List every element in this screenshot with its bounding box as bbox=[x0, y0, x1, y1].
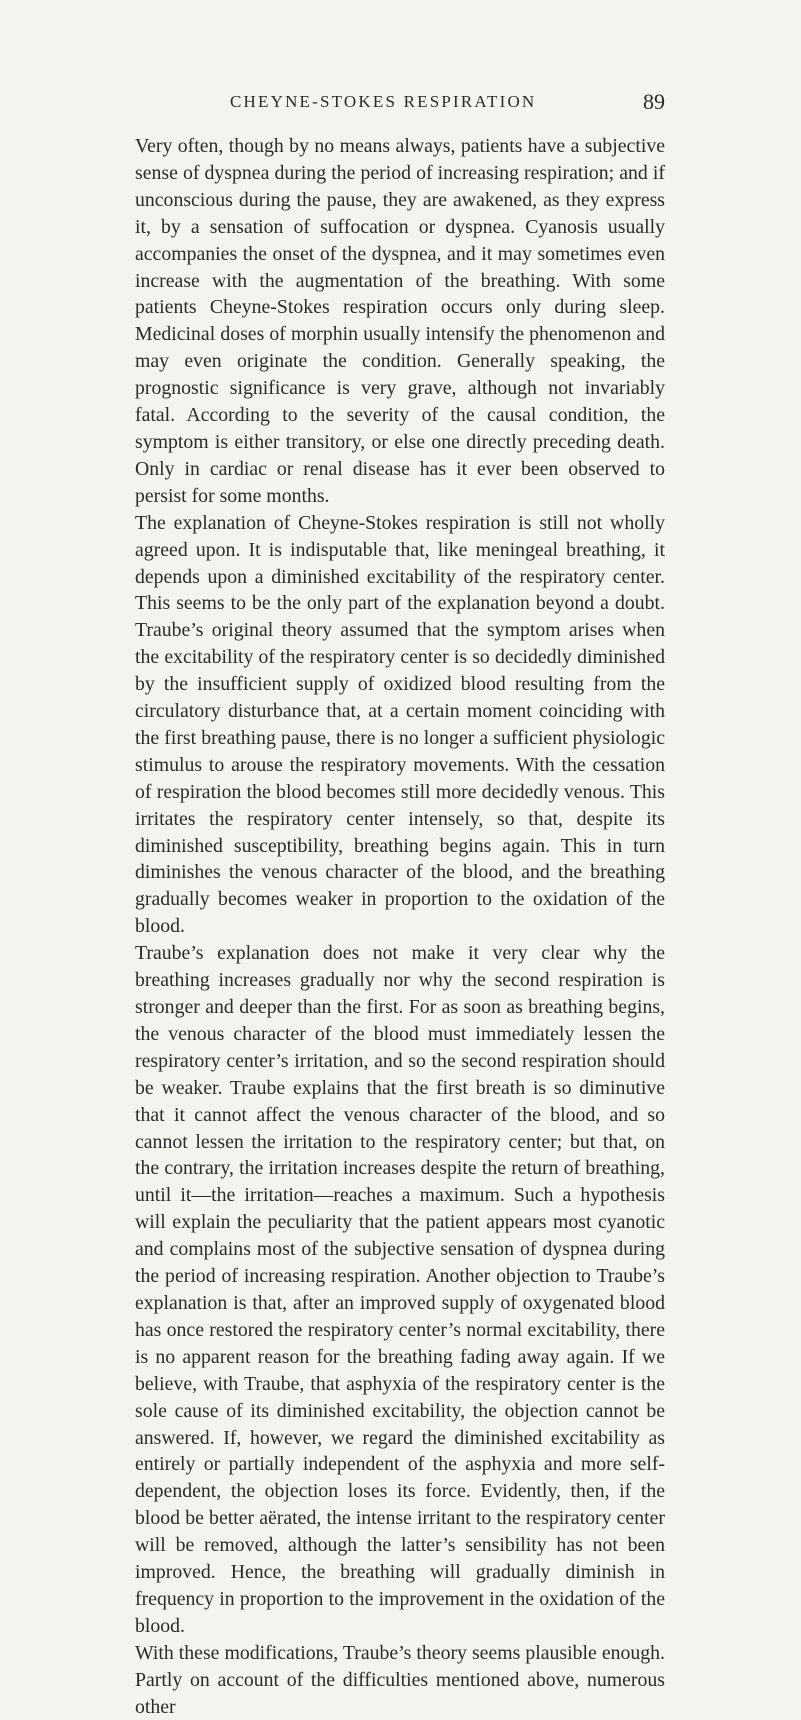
paragraph-2: The explanation of Cheyne-Stokes respiration is still not wholly agreed upon. It is indisputable that, like meningeal breathing, it depends upon a diminished excitability of the respiratory center. This seems to be the only part of the explanation beyond a doubt. Traube’s original theory assumed that the symptom arises when the excitability of the respiratory center is so decidedly diminished by the insufficient supply of oxidized blood resulting from the circulatory disturbance that, at a certain moment coinciding with the first breathing pause, there is no longer a sufficient physiologic stimulus to arouse the respiratory movements. With the cessation of respiration the blood becomes still more decidedly venous. This irritates the respiratory center intensely, so that, despite its diminished susceptibility, breathing begins again. This in turn diminishes the venous character of the blood, and the breathing gradually becomes weaker in proportion to the oxidation of the blood. bbox=[135, 511, 665, 938]
running-header bbox=[135, 89, 665, 118]
body-text bbox=[135, 133, 665, 1720]
page-number: 89 bbox=[643, 89, 665, 114]
paragraph-4: With these modifications, Traube’s theory seems plausible enough. Partly on account of the difficulties mentioned above, numerous other bbox=[135, 1641, 665, 1718]
paragraph-3: Traube’s explanation does not make it very clear why the breathing increases gradually nor why the second respiration is stronger and deeper than the first. For as soon as breathing begins, the venous character of the blood must immediately lessen the respiratory center’s irritation, and so the second respiration should be weaker. Traube explains that the first breath is so diminutive that it cannot affect the venous character of the blood, and so cannot lessen the irritation to the respiratory center; but that, on the contrary, the irritation increases despite the return of breathing, until it—the irritation—reaches a maximum. Such a hypothesis will explain the peculiarity that the patient appears most cyanotic and complains most of the subjective sensation of dyspnea during the period of increasing respiration. Another objection to Traube’s explanation is that, after an improved supply of oxygenated blood has once restored the respiratory center’s normal excitability, there is no apparent reason for the breathing fading away again. If we believe, with Traube, that asphyxia of the respiratory center is the sole cause of its diminished excitability, the objection cannot be answered. If, however, we regard the diminished excitability as entirely or partially independent of the asphyxia and more self-dependent, the objection loses its force. Evidently, then, if the blood be better aërated, the intense irritant to the respiratory center will be removed, although the latter’s sensibility has not been improved. Hence, the breathing will gradually diminish in frequency in proportion to the improvement in the oxidation of the blood. bbox=[135, 942, 665, 1637]
paragraph-1: Very often, though by no means always, patients have a subjective sense of dyspnea during the period of increasing respiration; and if unconscious during the pause, they are awakened, as they express it, by a sensation of suffocation or dyspnea. Cyanosis usually accompanies the onset of the dyspnea, and it may sometimes even increase with the augmentation of the breathing. With some patients Cheyne-Stokes respiration occurs only during sleep. Medicinal doses of morphin usually intensify the phenomenon and may even originate the condition. Generally speaking, the prognostic significance is very grave, although not invariably fatal. According to the severity of the causal condition, the symptom is either transitory, or else one directly preceding death. Only in cardiac or renal disease has it ever been observed to persist for some months. bbox=[135, 135, 665, 507]
running-title: CHEYNE-STOKES RESPIRATION bbox=[230, 92, 537, 111]
